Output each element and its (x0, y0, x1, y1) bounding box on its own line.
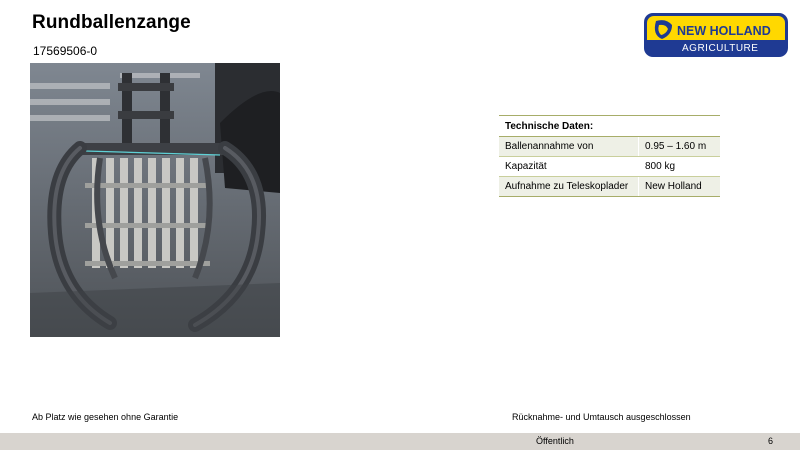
logo-brand-text: NEW HOLLAND (677, 24, 771, 38)
disclaimer-right: Rücknahme- und Umtausch ausgeschlossen (512, 412, 691, 422)
disclaimer-left: Ab Platz wie gesehen ohne Garantie (32, 412, 179, 422)
page-number: 6 (768, 436, 774, 446)
spec-value: 800 kg (639, 157, 721, 177)
footer-bar (0, 433, 800, 450)
leaf-emblem-icon (644, 13, 788, 57)
table-row (499, 177, 720, 197)
spec-label: Aufnahme zu Teleskoplader (499, 177, 639, 197)
article-number: 17569506-0 (33, 44, 98, 58)
technical-data-table (499, 115, 720, 197)
spec-label: Kapazität (499, 157, 639, 177)
spec-value: 0.95 – 1.60 m (639, 137, 721, 157)
classification-label: Öffentlich (536, 436, 574, 446)
product-photo (30, 63, 280, 337)
bale-clamp-illustration (30, 63, 280, 337)
spec-label: Ballenannahme von (499, 137, 639, 157)
new-holland-logo (644, 13, 788, 57)
table-header-row (499, 116, 720, 137)
table-header: Technische Daten: (499, 116, 720, 137)
slide-title: Rundballenzange (32, 12, 191, 33)
table-row (499, 137, 720, 157)
logo-sub-text: AGRICULTURE (682, 43, 759, 54)
spec-value: New Holland (639, 177, 721, 197)
table-row (499, 157, 720, 177)
